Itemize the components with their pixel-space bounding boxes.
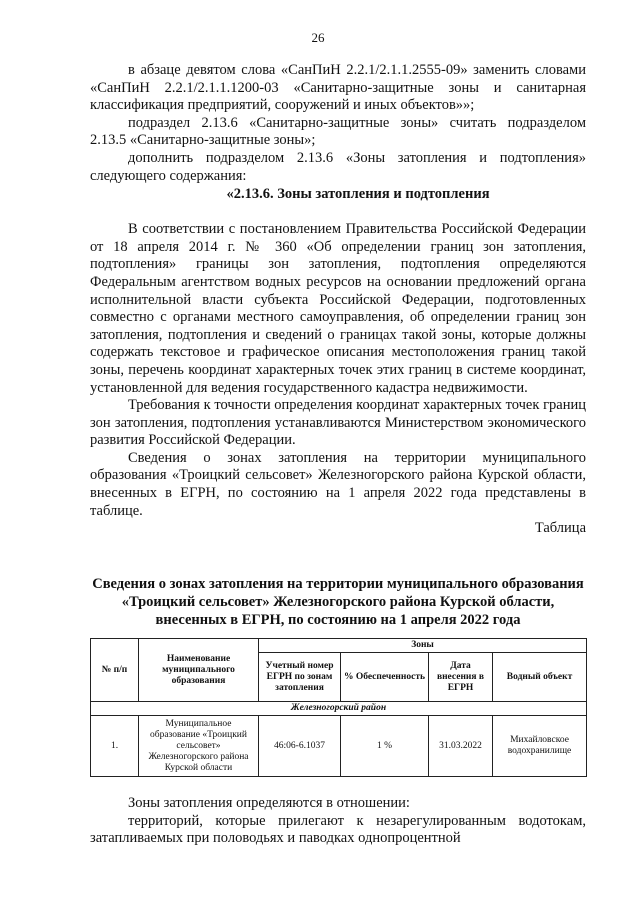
table-region-row <box>91 702 587 716</box>
cell-percent: 1 % <box>341 716 429 777</box>
body-paragraph: В соответствии с постановлением Правительства Российской Федерации от 18 апреля 2014 г. № 360 «Об определении границ зон затопления, подтопления» границы зон затопления, подтопления определяются Федеральным агентством водных ресурсов на основании предложений органа исполнительной власти субъекта Российской Федерации, подготовленных совместно с органами местного самоуправления, об определении границ зон затопления, подтопления и сведений о границах такой зоны, которые должны содержать текстовое и графическое описания местоположения границ такой зоны, перечень координат характерных точек этих границ в системе координат, установленной для ведения государственного кадастра недвижимости. <box>90 221 586 396</box>
region-cell: Железногорский район <box>91 702 587 716</box>
table-header-row <box>91 639 587 653</box>
table-title: Сведения о зонах затопления на территории муниципального образования «Троицкий сельсовет» Железногорского района Курской области, внесенных в ЕГРН, по состоянию на 1 апреля 2022 года <box>92 576 584 628</box>
header-name: Наименование муниципального образования <box>139 639 259 702</box>
cell-date: 31.03.2022 <box>429 716 493 777</box>
cell-name: Муниципальное образование «Троицкий сельсовет» Железногорского района Курской области <box>139 716 259 777</box>
table-label: Таблица <box>534 520 586 537</box>
header-zones: Зоны <box>259 639 587 653</box>
header-date: Дата внесения в ЕГРН <box>429 653 493 702</box>
section-heading: «2.13.6. Зоны затопления и подтопления <box>226 186 490 203</box>
body-paragraph: Требования к точности определения координат характерных точек границ зон затопления, подтопления устанавливаются Министерством экономического развития Российской Федерации. <box>90 397 586 449</box>
cell-num: 1. <box>91 716 139 777</box>
amendment-paragraph: дополнить подразделом 2.13.6 «Зоны затопления и подтопления» следующего содержания: <box>90 149 586 184</box>
zones-table <box>90 638 587 777</box>
closing-paragraph: территорий, которые прилегают к незарегулированным водотокам, затапливаемых при половодьях и паводках однопроцентной <box>90 812 586 847</box>
amendment-paragraph: подраздел 2.13.6 «Санитарно-защитные зоны» считать подразделом 2.13.5 «Санитарно-защитные зоны»; <box>90 114 586 149</box>
spacer <box>90 203 586 221</box>
body-paragraph: Сведения о зонах затопления на территории муниципального образования «Троицкий сельсовет» Железногорского района Курской области, внесенных в ЕГРН, по состоянию на 1 апреля 2022 года представлены в таблице. <box>90 449 586 519</box>
page-number: 26 <box>311 30 325 45</box>
header-num: № п/п <box>91 639 139 702</box>
header-percent: % Обеспеченность <box>341 653 429 702</box>
table-row <box>91 716 587 777</box>
header-egrn: Учетный номер ЕГРН по зонам затопления <box>259 653 341 702</box>
cell-egrn: 46:06-6.1037 <box>259 716 341 777</box>
header-water: Водный объект <box>493 653 587 702</box>
cell-water: Михайловское водохранилище <box>493 716 587 777</box>
closing-paragraph: Зоны затопления определяются в отношении: <box>128 795 410 811</box>
amendments-block <box>90 62 586 538</box>
amendment-paragraph: в абзаце девятом слова «СанПиН 2.2.1/2.1.1.2555-09» заменить словами «СанПиН 2.2.1/2.1.1.1200-03 «Санитарно-защитные зоны и санитарная классификация предприятий, сооружений и иных объектов»»; <box>90 62 586 114</box>
closing-block <box>90 795 586 848</box>
